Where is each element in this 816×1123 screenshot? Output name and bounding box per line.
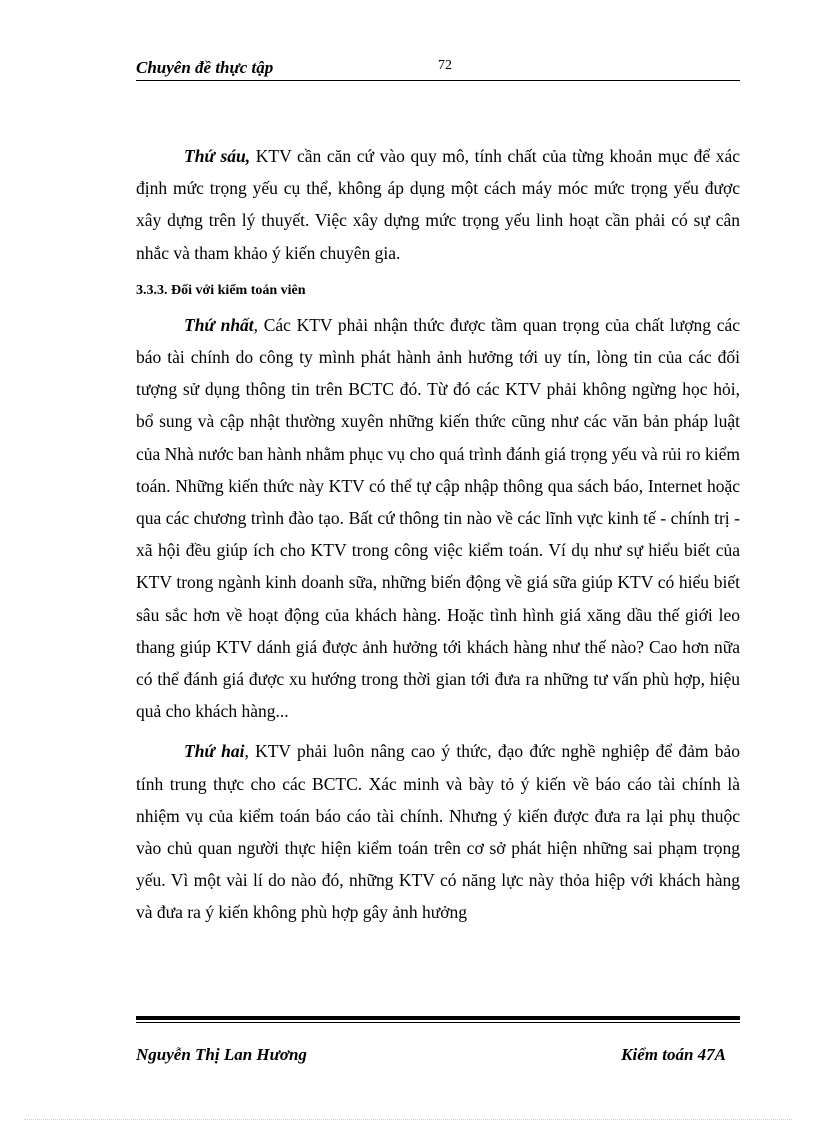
footer-divider-thick (136, 1016, 740, 1020)
footer-author: Nguyễn Thị Lan Hương (136, 1045, 307, 1064)
paragraph-text: , KTV phải luôn nâng cao ý thức, đạo đức nghề nghiệp để đảm bảo tính trung thực cho các BCTC. Xác minh và bày tỏ ý kiến về báo cáo tài chính là nhiệm vụ của kiểm toán báo cáo tài chính. Nhưng ý kiến được đưa ra lại phụ thuộc vào chủ quan người thực hiện kiểm toán trên cơ sở phát hiện những sai phạm trọng yếu. Vì một vài lí do nào đó, những KTV có năng lực này thỏa hiệp với khách hàng và đưa ra ý kiến không phù hợp gây ảnh hưởng (136, 741, 740, 923)
page-number: 72 (438, 58, 452, 73)
header-divider (136, 80, 740, 81)
paragraph-thu-sau (136, 140, 740, 269)
header-title: Chuyên đề thực tập (136, 58, 274, 77)
footer-divider-thin (136, 1022, 740, 1023)
paragraph-spacer (136, 727, 740, 735)
page-edge-line (24, 1119, 792, 1120)
paragraph-lead: Thứ hai (184, 741, 245, 762)
paragraph-text: KTV cần căn cứ vào quy mô, tính chất của từng khoản mục để xác định mức trọng yếu cụ thể, không áp dụng một cách máy móc mức trọng yếu được xây dựng trên lý thuyết. Việc xây dựng mức trọng yếu linh hoạt cần phải có sự cân nhắc và tham khảo ý kiến chuyên gia. (136, 146, 740, 263)
document-body (136, 140, 740, 929)
paragraph-lead: Thứ sáu, (184, 146, 251, 166)
paragraph-text: , Các KTV phải nhận thức được tầm quan trọng của chất lượng các báo tài chính do công ty mình phát hành ảnh hưởng tới uy tín, lòng tin của các đối tượng sử dụng thông tin trên BCTC đó. Từ đó các KTV phải không ngừng học hỏi, bổ sung và cập nhật thường xuyên những kiến thức cũng như các văn bản pháp luật của Nhà nước ban hành nhằm phục vụ cho quá trình đánh giá trọng yếu và rủi ro kiểm toán. Những kiến thức này KTV có thể tự cập nhập thông qua sách báo, Internet hoặc qua các chương trình đào tạo. Bất cứ thông tin nào về các lĩnh vực kinh tế - chính trị - xã hội đều giúp ích cho KTV trong công việc kiểm toán. Ví dụ như sự hiểu biết của KTV trong ngành kinh doanh sữa, những biến động về giá sữa giúp KTV có hiểu biết sâu sắc hơn về hoạt động của khách hàng. Hoặc tình hình giá xăng dầu thế giới leo thang giúp KTV dánh giá được ảnh hưởng tới khách hàng như thế nào? Cao hơn nữa có thể đánh giá được xu hướng trong thời gian tới đưa ra những tư vấn phù hợp, hiệu quả cho khách hàng... (136, 314, 740, 722)
paragraph-thu-hai (136, 735, 740, 928)
paragraph-thu-nhat (136, 309, 740, 728)
paragraph-lead: Thứ nhất (184, 314, 254, 335)
footer-class: Kiểm toán 47A (621, 1045, 726, 1064)
section-heading: 3.3.3. Đối với kiểm toán viên (136, 282, 306, 298)
page-header (136, 54, 740, 80)
